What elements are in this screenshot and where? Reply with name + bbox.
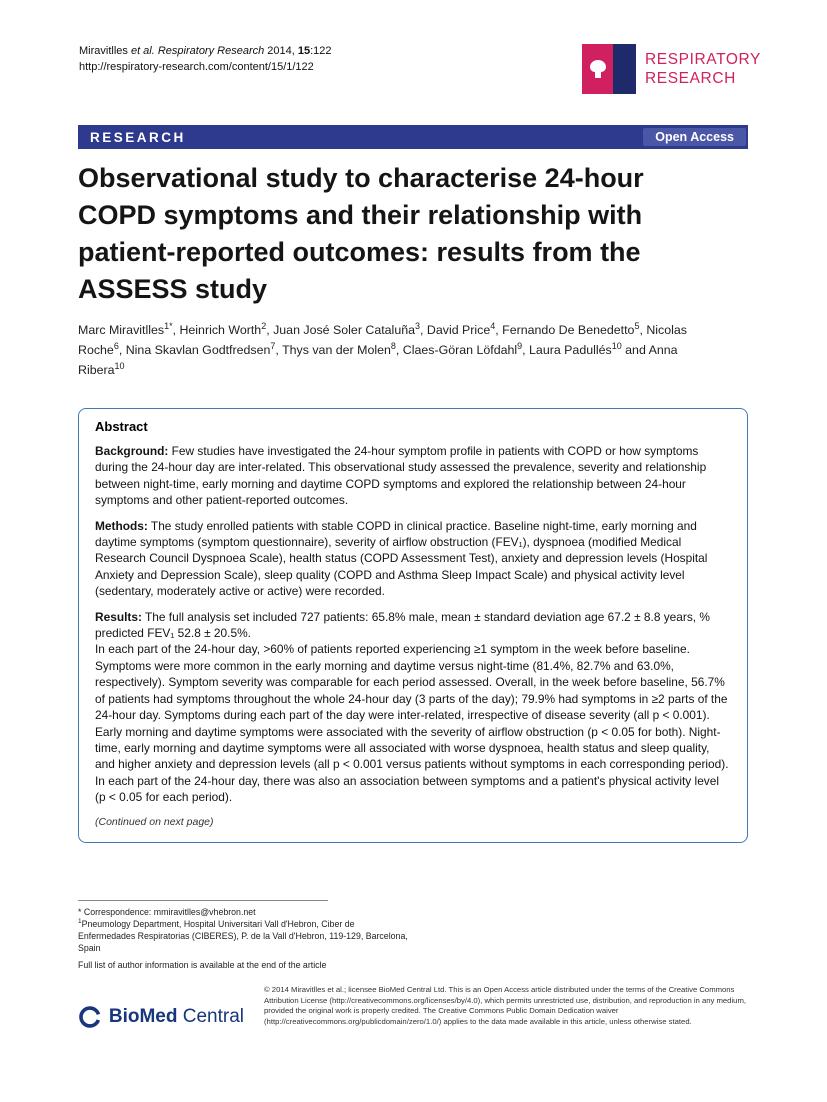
abstract-box (78, 408, 748, 843)
biomed-central-logo (78, 997, 244, 1037)
author-affiliation-sup: 10 (114, 360, 125, 371)
open-ring-icon (78, 997, 102, 1037)
citation-line (79, 44, 332, 59)
authors-line: Marc Miravitlles$^{1*}$, Heinrich Worth$^2$, Juan José Soler Cataluña$^3$, David Price$^4$, Fernando De Benedetto$^5$, Nicolas Roche$^6$, Nina Skavlan Godtfredsen$^7$, Thys van der Molen$^8$, Claes-Göran Löfdahl$^9$, Laura Padullés$^{10}$ and Anna Ribera$^{10}$ (78, 320, 687, 377)
citation-volume: 15 (297, 45, 311, 57)
footnote-divider (78, 900, 328, 901)
author-name: Nicolas Roche (78, 323, 687, 357)
author-name: Nina Skavlan Godtfredsen (125, 343, 271, 357)
lung-icon (588, 58, 608, 80)
journal-logo-mark (582, 44, 636, 94)
author-name: David Price (426, 323, 491, 337)
author-affiliation-sup: 1* (164, 320, 173, 331)
correspondence-email[interactable]: mmiravitlles@vhebron.net (153, 907, 256, 917)
author-affiliation-sup: 5 (634, 320, 640, 331)
author-name: Heinrich Worth (179, 323, 262, 337)
publisher-row (78, 985, 750, 1037)
journal-logo (582, 44, 761, 94)
full-author-list-note: Full list of author information is available at the end of the article (78, 960, 327, 970)
author-name: Marc Miravitlles (78, 323, 165, 337)
citation-journal: et al. Respiratory Research (130, 45, 265, 57)
author-affiliation-sup: 8 (390, 340, 396, 351)
bmc-wordmark-regular: Central (177, 1006, 244, 1027)
open-access-badge: Open Access (643, 128, 746, 146)
abstract-results-label: Results: (95, 609, 142, 624)
biomed-central-wordmark (109, 1006, 244, 1028)
continued-note: (Continued on next page) (95, 815, 214, 828)
citation-author: Miravitlles (79, 45, 131, 57)
author-name: Juan José Soler Cataluña (273, 323, 415, 337)
author-name: Fernando De Benedetto (502, 323, 635, 337)
author-name: Anna Ribera (78, 343, 678, 377)
author-name: Thys van der Molen (282, 343, 391, 357)
journal-logo-right (613, 44, 636, 94)
citation-year: 2014, (264, 45, 298, 57)
correspondence-label: * Correspondence: (78, 907, 154, 917)
author-affiliation-sup: 9 (517, 340, 523, 351)
author-affiliation-sup: 6 (113, 340, 119, 351)
footnotes-block (78, 900, 410, 971)
citation-pages: :122 (310, 45, 332, 57)
journal-name (645, 50, 761, 88)
article-type-banner (78, 125, 748, 149)
article-title: Observational study to characterise 24-hour COPD symptoms and their relationship with patient-reported outcomes: results from the ASSESS study (78, 163, 644, 304)
abstract-background-text: Few studies have investigated the 24-hour symptom profile in patients with COPD or how symptoms during the 24-hour day are inter-related. This observational study assessed the prevalence, severity and relationship between night-time, early morning and daytime COPD symptoms and explored the relationship between 24-hour symptoms and other patient-reported outcomes. (95, 444, 707, 508)
affiliation-line (78, 918, 410, 954)
author-name: Laura Padullés (529, 343, 612, 357)
abstract-methods (95, 518, 731, 600)
author-affiliation-sup: 7 (270, 340, 276, 351)
abstract-results-continuation: In each part of the 24-hour day, >60% of patients reported experiencing ≥1 symptom in the week before baseline. Symptoms were more common in the early morning and daytime versus night-time (81.4%, 82.7% and 63.0%, respectively). Symptom severity was comparable for each period assessed. Overall, in the week before baseline, 56.7% of patients had symptoms throughout the whole 24-hour day (3 parts of the day); 79.9% had symptoms in ≥2 parts of the 24-hour day. Symptoms during each part of the day were inter-related, irrespective of disease severity (all p < 0.001). Early morning and daytime symptoms were associated with the severity of airflow obstruction (p < 0.05 for both). Night-time, early morning and daytime symptoms were all associated with worse dyspnoea, health status and sleep quality, and higher anxiety and depression levels (all p < 0.001 versus patients without symptoms in each corresponding period). In each part of the 24-hour day, there was also an association between symptoms and a patient's physical activity level (p < 0.05 for each period). (95, 642, 729, 805)
abstract-results-text: The full analysis set included 727 patients: 65.8% male, mean ± standard deviation age 67.2 ± 8.8 years, % predicted FEV₁ 52.8 ± 20.5%. (95, 609, 710, 641)
abstract-heading: Abstract (95, 419, 148, 434)
abstract-background-label: Background: (95, 444, 169, 458)
author-affiliation-sup: 2 (261, 320, 267, 331)
copyright-notice: © 2014 Miravitlles et al.; licensee BioMed Central Ltd. This is an Open Access article distributed under the terms of the Creative Commons Attribution License (http://creativecommons.org/licenses/by/4.0), which permits unrestricted use, distribution, and reproduction in any medium, provided the original work is properly credited. The Creative Commons Public Domain Dedication waiver (http://creativecommons.org/publicdomain/zero/1.0/) applies to the data made available in this article, unless otherwise stated. (264, 985, 746, 1027)
correspondence-line (78, 906, 410, 918)
author-affiliation-sup: 10 (611, 340, 622, 351)
journal-name-line1: RESPIRATORY (645, 51, 761, 68)
author-name: Claes-Göran Löfdahl (402, 343, 518, 357)
abstract-background (95, 443, 731, 509)
abstract-methods-label: Methods: (95, 518, 148, 533)
affiliation-text: Pneumology Department, Hospital Universitari Vall d'Hebron, Ciber de Enfermedades Respiratorias (CIBERES), P. de la Vall d'Hebron, 119-129, Barcelona, Spain (78, 919, 408, 953)
bmc-wordmark-bold: BioMed (108, 1006, 178, 1027)
abstract-methods-text: The study enrolled patients with stable COPD in clinical practice. Baseline night-time, early morning and daytime symptoms (symptom questionnaire), severity of airflow obstruction (FEV₁), dyspnoea (modified Medical Research Council Dyspnoea Scale), health status (COPD Assessment Test), anxiety and depression levels (Hospital Anxiety and Depression Scale), sleep quality (COPD and Asthma Sleep Impact Scale) and physical activity level (sedentary, moderately active or active) were recorded. (95, 518, 708, 599)
journal-name-line2: RESEARCH (645, 70, 736, 87)
abstract-results (95, 609, 731, 642)
author-affiliation-sup: 3 (415, 320, 421, 331)
article-url[interactable]: http://respiratory-research.com/content/15/1/122 (79, 61, 314, 73)
author-affiliation-sup: 4 (490, 320, 496, 331)
article-type-label: RESEARCH (90, 129, 186, 145)
journal-logo-left (582, 44, 613, 94)
affiliation-sup: 1 (78, 918, 82, 926)
citation-block (79, 44, 332, 75)
